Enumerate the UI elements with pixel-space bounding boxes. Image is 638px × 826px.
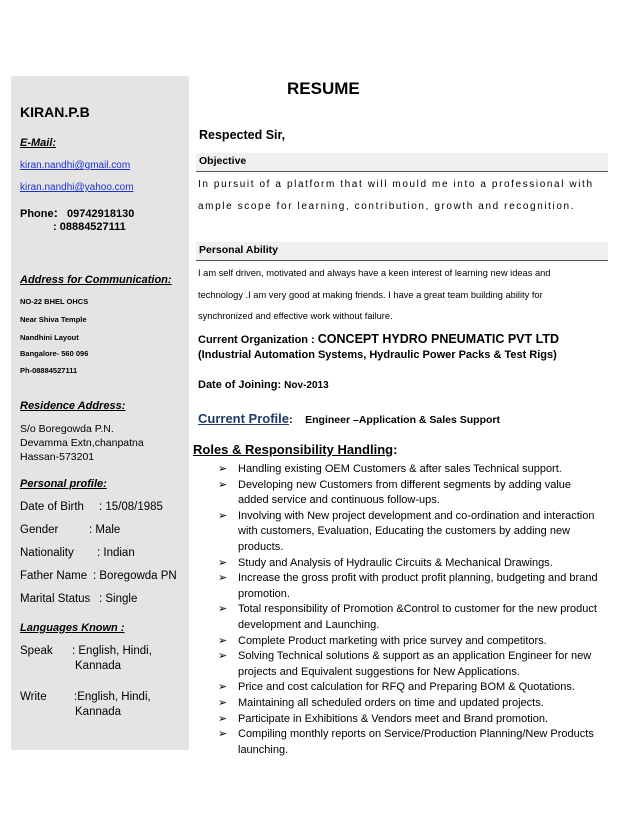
ability-text: technology .I am very good at making friends. I have a great team building ability for: [198, 290, 543, 300]
responsibility-item: [218, 727, 598, 758]
speak-value: Kannada: [75, 660, 122, 672]
residence-line: Devamma Extn,chanpatna: [20, 437, 144, 449]
ability-section-bar: [196, 242, 608, 261]
languages-heading: Languages Known :: [20, 622, 125, 634]
responsibility-item: [218, 696, 598, 712]
ability-text: I am self driven, motivated and always have a keen interest of learning new ideas and: [198, 268, 551, 278]
current-organization: [198, 332, 559, 346]
responsibility-item: [218, 556, 598, 572]
write-label: Write: [20, 691, 47, 703]
arrow-bullet-icon: ➢: [218, 478, 228, 491]
greeting: Respected Sir,: [199, 128, 286, 142]
email-heading: E-Mail:: [20, 137, 57, 149]
organization-name: CONCEPT HYDRO PNEUMATIC PVT LTD: [317, 332, 559, 346]
phone-label: Phone: [20, 208, 54, 220]
responsibility-text: Solving Technical solutions & support as an application Engineer for new projects and Equivalent suggestions for New Applications.: [238, 650, 592, 678]
email-link-2[interactable]: kiran.nandhi@yahoo.com: [20, 182, 134, 193]
address-comm-heading: Address for Communication:: [20, 274, 172, 286]
responsibility-text: Maintaining all scheduled orders on time and updated projects.: [238, 696, 544, 709]
dob-label: Date of Birth: [20, 501, 84, 513]
responsibility-text: Compiling monthly reports on Service/Production Planning/New Products launching.: [238, 728, 594, 756]
responsibility-item: [218, 680, 598, 696]
organization-label: Current Organization :: [198, 334, 318, 346]
joining-date: [198, 379, 329, 391]
objective-text: ample scope for learning, contribution, growth and recognition.: [198, 201, 576, 212]
arrow-bullet-icon: ➢: [218, 712, 228, 725]
roles-heading: [193, 442, 397, 457]
joining-value: Nov-2013: [284, 380, 329, 391]
responsibility-text: Complete Product marketing with price survey and competitors.: [238, 634, 547, 647]
objective-section-bar: [196, 153, 608, 172]
arrow-bullet-icon: ➢: [218, 696, 228, 709]
responsibility-item: [218, 634, 598, 650]
responsibility-item: [218, 509, 598, 556]
arrow-bullet-icon: ➢: [218, 650, 228, 663]
speak-value: : English, Hindi,: [72, 645, 152, 657]
joining-label: Date of Joining:: [198, 379, 285, 391]
phone-row-1: [20, 205, 134, 220]
gender-value: : Male: [89, 524, 121, 536]
objective-text: In pursuit of a platform that will mould me into a professional with: [198, 179, 594, 190]
address-comm-line: NO-22 BHEL OHCS: [20, 297, 89, 306]
marital-status-value: : Single: [99, 593, 138, 605]
responsibility-item: [218, 649, 598, 680]
responsibility-text: Increase the gross profit with product profit planning, budgeting and brand promotion.: [238, 572, 598, 600]
responsibility-text: Developing new Customers from different segments by adding value added service and continuous follow-ups.: [238, 478, 572, 507]
responsibility-item: [218, 712, 598, 728]
arrow-bullet-icon: ➢: [218, 509, 228, 522]
gender-label: Gender: [20, 524, 59, 536]
objective-heading: Objective: [199, 155, 247, 167]
arrow-bullet-icon: ➢: [218, 681, 228, 694]
profile-value: Engineer –Application & Sales Support: [305, 414, 501, 426]
responsibility-item: [218, 478, 598, 509]
ability-text: synchronized and effective work without failure.: [198, 311, 393, 321]
responsibility-text: Study and Analysis of Hydraulic Circuits & Mechanical Drawings.: [238, 556, 553, 569]
arrow-bullet-icon: ➢: [218, 634, 228, 647]
address-comm-line: Near Shiva Temple: [20, 315, 87, 324]
responsibility-text: Involving with New project development and co-ordination and interaction with customers, Evaluation, Educating the customers by adding new products.: [238, 509, 595, 553]
responsibility-item: [218, 602, 598, 633]
organization-description: (Industrial Automation Systems, Hydraulic Power Packs & Test Rigs): [198, 349, 557, 361]
father-name-label: Father Name: [20, 570, 88, 582]
phone-colon: :: [53, 205, 58, 220]
address-comm-line: Bangalore- 560 096: [20, 349, 89, 358]
profile-colon: :: [289, 414, 293, 426]
residence-heading: Residence Address:: [20, 400, 126, 412]
phone-number-1: 09742918130: [67, 208, 135, 220]
responsibility-text: Handling existing OEM Customers & after sales Technical support.: [238, 463, 562, 475]
dob-value: : 15/08/1985: [99, 501, 163, 513]
phone-number-2: : 08884527111: [53, 221, 126, 233]
personal-profile-heading: Personal profile:: [20, 478, 107, 490]
responsibility-list: [218, 462, 598, 758]
responsibility-item: [218, 571, 598, 602]
roles-label: Roles & Responsibility Handling: [193, 442, 394, 457]
write-value: :English, Hindi,: [74, 691, 151, 703]
arrow-bullet-icon: ➢: [218, 556, 228, 569]
page-title: RESUME: [287, 79, 360, 98]
responsibility-text: Price and cost calculation for RFQ and Preparing BOM & Quotations.: [238, 681, 575, 694]
profile-label: Current Profile: [198, 411, 290, 426]
arrow-bullet-icon: ➢: [218, 572, 228, 585]
nationality-value: : Indian: [97, 547, 135, 559]
arrow-bullet-icon: ➢: [218, 603, 228, 616]
nationality-label: Nationality: [20, 547, 74, 559]
marital-status-label: Marital Status: [20, 593, 91, 605]
write-value: Kannada: [75, 706, 122, 718]
arrow-bullet-icon: ➢: [218, 728, 228, 741]
speak-label: Speak: [20, 645, 53, 657]
responsibility-item: [218, 462, 598, 478]
arrow-bullet-icon: ➢: [218, 463, 228, 475]
email-link-1[interactable]: kiran.nandhi@gmail.com: [20, 160, 131, 171]
address-comm-line: Ph-08884527111: [20, 366, 78, 375]
ability-heading: Personal Ability: [199, 244, 278, 256]
roles-colon: :: [393, 442, 398, 457]
father-name-value: : Boregowda PN: [93, 570, 177, 582]
candidate-name: KIRAN.P.B: [20, 104, 90, 120]
address-comm-line: Nandhini Layout: [20, 333, 79, 342]
responsibility-text: Total responsibility of Promotion &Control to customer for the new product development and Launching.: [238, 603, 597, 631]
residence-line: Hassan-573201: [20, 451, 95, 463]
responsibility-text: Participate in Exhibitions & Vendors meet and Brand promotion.: [238, 712, 549, 725]
current-profile: [198, 410, 500, 428]
residence-line: S/o Boregowda P.N.: [20, 423, 114, 435]
